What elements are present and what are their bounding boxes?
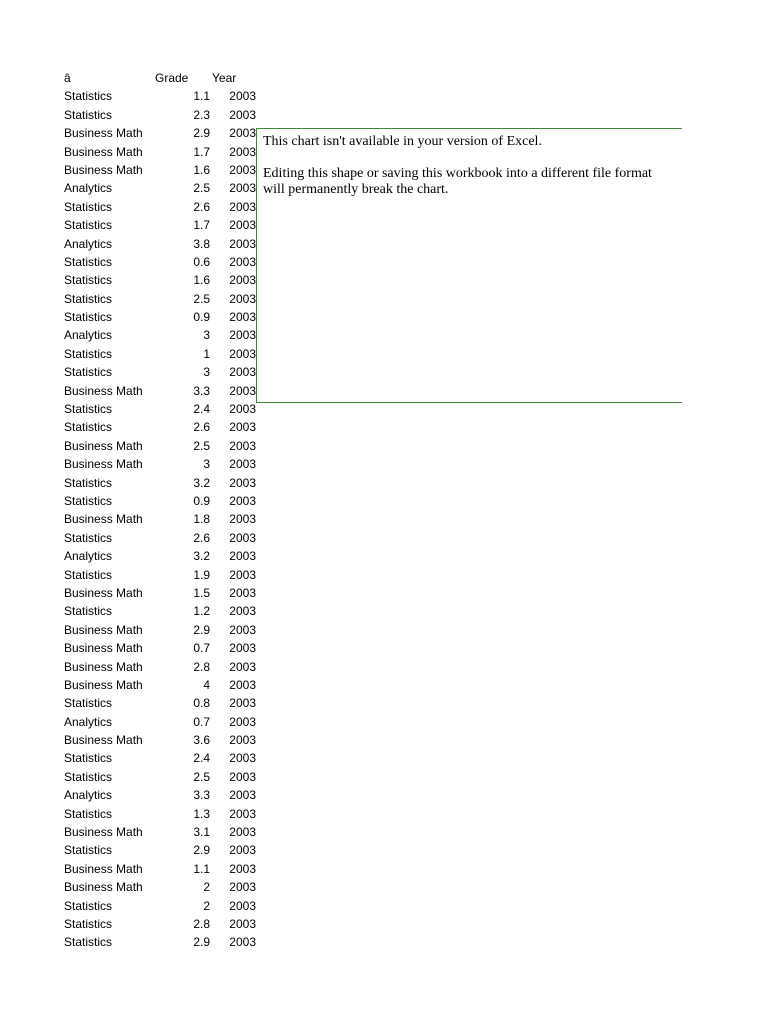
table-row [64, 363, 264, 381]
table-row [64, 326, 264, 344]
cell-subject: Statistics [64, 310, 113, 325]
cell-year: 2003 [229, 530, 256, 545]
cell-grade: 0.9 [193, 493, 210, 508]
cell-year: 2003 [229, 438, 256, 453]
table-row [64, 786, 264, 804]
table-row [64, 676, 264, 694]
cell-year: 2003 [229, 457, 256, 472]
table-row [64, 400, 264, 418]
cell-grade: 2.8 [193, 916, 210, 931]
cell-year: 2003 [229, 880, 256, 895]
cell-subject: Business Math [64, 825, 143, 840]
cell-grade: 2.4 [193, 402, 210, 417]
cell-grade: 2 [203, 880, 210, 895]
cell-subject: Business Math [64, 677, 143, 692]
table-row [64, 749, 264, 767]
cell-grade: 1.6 [193, 273, 210, 288]
table-row [64, 731, 264, 749]
cell-grade: 0.6 [193, 254, 210, 269]
cell-subject: Statistics [64, 199, 113, 214]
cell-subject: Statistics [64, 273, 113, 288]
cell-grade: 2.3 [193, 107, 210, 122]
spreadsheet [64, 69, 264, 952]
header-grade: Grade [155, 71, 189, 85]
cell-subject: Statistics [64, 530, 113, 545]
cell-subject: Analytics [64, 788, 113, 803]
table-row [64, 639, 264, 657]
cell-grade: 3 [203, 365, 210, 380]
table-row [64, 915, 264, 933]
cell-grade: 2.5 [193, 769, 210, 784]
table-row [64, 933, 264, 951]
table-row [64, 308, 264, 326]
cell-year: 2003 [229, 641, 256, 656]
cell-subject: Statistics [64, 916, 113, 931]
cell-subject: Statistics [64, 475, 113, 490]
cell-subject: Business Math [64, 641, 143, 656]
table-row [64, 823, 264, 841]
cell-grade: 3.1 [193, 825, 210, 840]
cell-grade: 1 [203, 346, 210, 361]
cell-year: 2003 [229, 806, 256, 821]
cell-subject: Business Math [64, 733, 143, 748]
cell-year: 2003 [229, 935, 256, 950]
cell-subject: Business Math [64, 512, 143, 527]
cell-grade: 0.7 [193, 641, 210, 656]
cell-subject: Statistics [64, 769, 113, 784]
header-row [64, 69, 264, 87]
table-row [64, 235, 264, 253]
cell-year: 2003 [229, 162, 256, 177]
cell-grade: 2 [203, 898, 210, 913]
cell-year: 2003 [229, 199, 256, 214]
cell-grade: 1.1 [193, 89, 210, 104]
cell-year: 2003 [229, 677, 256, 692]
table-row [64, 492, 264, 510]
cell-grade: 2.5 [193, 291, 210, 306]
cell-year: 2003 [229, 585, 256, 600]
table-row [64, 768, 264, 786]
cell-year: 2003 [229, 714, 256, 729]
cell-year: 2003 [229, 604, 256, 619]
table-row [64, 529, 264, 547]
cell-subject: Statistics [64, 107, 113, 122]
cell-year: 2003 [229, 218, 256, 233]
cell-year: 2003 [229, 659, 256, 674]
cell-year: 2003 [229, 567, 256, 582]
cell-subject: Statistics [64, 402, 113, 417]
cell-year: 2003 [229, 144, 256, 159]
cell-year: 2003 [229, 549, 256, 564]
cell-grade: 3 [203, 457, 210, 472]
cell-grade: 3.8 [193, 236, 210, 251]
table-row [64, 437, 264, 455]
cell-subject: Statistics [64, 935, 113, 950]
cell-year: 2003 [229, 402, 256, 417]
cell-year: 2003 [229, 383, 256, 398]
cell-subject: Business Math [64, 144, 143, 159]
table-row [64, 602, 264, 620]
table-row [64, 897, 264, 915]
cell-year: 2003 [229, 493, 256, 508]
table-row [64, 566, 264, 584]
cell-subject: Statistics [64, 89, 113, 104]
table-row [64, 418, 264, 436]
cell-subject: Statistics [64, 806, 113, 821]
cell-grade: 1.7 [193, 144, 210, 159]
table-row [64, 198, 264, 216]
cell-subject: Statistics [64, 218, 113, 233]
cell-grade: 2.5 [193, 438, 210, 453]
table-row [64, 161, 264, 179]
header-year: Year [212, 71, 237, 85]
cell-year: 2003 [229, 254, 256, 269]
cell-grade: 2.6 [193, 199, 210, 214]
data-rows [64, 87, 264, 951]
cell-grade: 3.3 [193, 383, 210, 398]
cell-grade: 1.6 [193, 162, 210, 177]
cell-year: 2003 [229, 181, 256, 196]
cell-year: 2003 [229, 769, 256, 784]
cell-year: 2003 [229, 420, 256, 435]
cell-year: 2003 [229, 696, 256, 711]
cell-year: 2003 [229, 273, 256, 288]
cell-grade: 3 [203, 328, 210, 343]
cell-subject: Business Math [64, 457, 143, 472]
cell-grade: 2.9 [193, 622, 210, 637]
table-row [64, 179, 264, 197]
cell-year: 2003 [229, 236, 256, 251]
table-row [64, 474, 264, 492]
table-row [64, 124, 264, 142]
cell-grade: 2.6 [193, 420, 210, 435]
cell-grade: 0.9 [193, 310, 210, 325]
cell-year: 2003 [229, 512, 256, 527]
cell-year: 2003 [229, 126, 256, 141]
cell-year: 2003 [229, 107, 256, 122]
chart-unavailable-message: This chart isn't available in your version of Excel. [263, 134, 542, 149]
cell-subject: Statistics [64, 604, 113, 619]
cell-year: 2003 [229, 843, 256, 858]
cell-subject: Business Math [64, 383, 143, 398]
cell-subject: Statistics [64, 751, 113, 766]
cell-year: 2003 [229, 291, 256, 306]
cell-grade: 3.6 [193, 733, 210, 748]
cell-grade: 3.2 [193, 549, 210, 564]
table-row [64, 658, 264, 676]
table-row [64, 253, 264, 271]
cell-grade: 2.9 [193, 126, 210, 141]
table-row [64, 143, 264, 161]
cell-year: 2003 [229, 89, 256, 104]
table-row [64, 584, 264, 602]
cell-grade: 1.7 [193, 218, 210, 233]
cell-subject: Statistics [64, 843, 113, 858]
cell-grade: 2.4 [193, 751, 210, 766]
cell-grade: 1.2 [193, 604, 210, 619]
table-row [64, 510, 264, 528]
table-row [64, 216, 264, 234]
cell-year: 2003 [229, 365, 256, 380]
table-row [64, 345, 264, 363]
table-row [64, 87, 264, 105]
cell-grade: 0.8 [193, 696, 210, 711]
cell-subject: Business Math [64, 162, 143, 177]
cell-subject: Statistics [64, 346, 113, 361]
table-row [64, 382, 264, 400]
cell-year: 2003 [229, 733, 256, 748]
cell-grade: 3.2 [193, 475, 210, 490]
cell-year: 2003 [229, 916, 256, 931]
chart-break-warning: Editing this shape or saving this workbook into a different file format will permanently break the chart. [263, 166, 652, 197]
cell-subject: Analytics [64, 549, 113, 564]
header-subject: â [64, 71, 71, 85]
table-row [64, 841, 264, 859]
cell-grade: 2.6 [193, 530, 210, 545]
table-row [64, 290, 264, 308]
table-row [64, 106, 264, 124]
cell-year: 2003 [229, 825, 256, 840]
cell-year: 2003 [229, 346, 256, 361]
cell-subject: Business Math [64, 861, 143, 876]
cell-grade: 1.9 [193, 567, 210, 582]
cell-grade: 3.3 [193, 788, 210, 803]
cell-year: 2003 [229, 751, 256, 766]
cell-year: 2003 [229, 328, 256, 343]
chart-unavailable-placeholder[interactable] [256, 128, 682, 403]
cell-year: 2003 [229, 788, 256, 803]
cell-grade: 1.3 [193, 806, 210, 821]
cell-grade: 2.8 [193, 659, 210, 674]
table-row [64, 455, 264, 473]
cell-subject: Analytics [64, 714, 113, 729]
cell-year: 2003 [229, 622, 256, 637]
table-row [64, 271, 264, 289]
cell-year: 2003 [229, 861, 256, 876]
cell-subject: Statistics [64, 420, 113, 435]
cell-subject: Statistics [64, 567, 113, 582]
cell-subject: Business Math [64, 622, 143, 637]
cell-grade: 0.7 [193, 714, 210, 729]
table-row [64, 621, 264, 639]
cell-subject: Analytics [64, 236, 113, 251]
table-row [64, 694, 264, 712]
cell-subject: Business Math [64, 126, 143, 141]
cell-year: 2003 [229, 310, 256, 325]
table-row [64, 805, 264, 823]
table-row [64, 860, 264, 878]
cell-grade: 1.1 [193, 861, 210, 876]
cell-subject: Statistics [64, 365, 113, 380]
cell-subject: Statistics [64, 254, 113, 269]
cell-grade: 2.9 [193, 843, 210, 858]
cell-grade: 2.5 [193, 181, 210, 196]
cell-year: 2003 [229, 898, 256, 913]
table-row [64, 713, 264, 731]
cell-subject: Statistics [64, 898, 113, 913]
cell-grade: 2.9 [193, 935, 210, 950]
cell-grade: 1.5 [193, 585, 210, 600]
cell-subject: Business Math [64, 659, 143, 674]
table-row [64, 878, 264, 896]
cell-subject: Business Math [64, 438, 143, 453]
cell-subject: Statistics [64, 493, 113, 508]
cell-grade: 4 [203, 677, 210, 692]
cell-year: 2003 [229, 475, 256, 490]
cell-grade: 1.8 [193, 512, 210, 527]
cell-subject: Statistics [64, 291, 113, 306]
cell-subject: Analytics [64, 328, 113, 343]
cell-subject: Statistics [64, 696, 113, 711]
cell-subject: Business Math [64, 880, 143, 895]
cell-subject: Analytics [64, 181, 113, 196]
table-row [64, 547, 264, 565]
cell-subject: Business Math [64, 585, 143, 600]
